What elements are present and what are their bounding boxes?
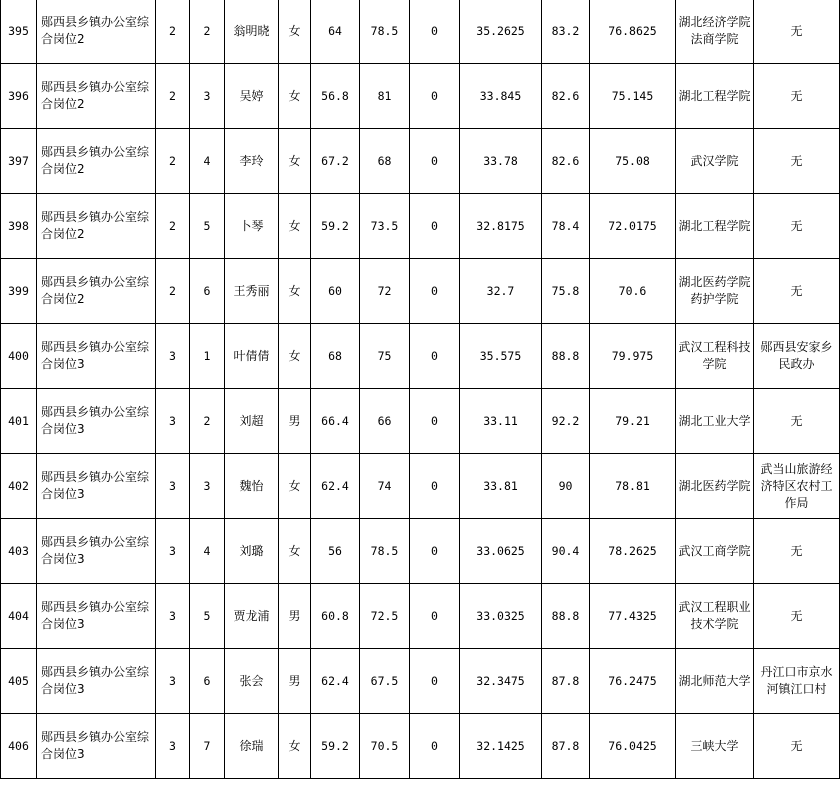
written-score-cell: 56 bbox=[311, 519, 360, 584]
second-score-cell: 87.8 bbox=[542, 714, 590, 779]
gender-cell: 女 bbox=[279, 454, 311, 519]
total-score-cell: 70.6 bbox=[590, 259, 676, 324]
table-row bbox=[1, 714, 840, 779]
weighted-score-cell: 32.8175 bbox=[460, 194, 542, 259]
table-row bbox=[1, 129, 840, 194]
rank-cell: 2 bbox=[190, 389, 225, 454]
second-score-cell: 82.6 bbox=[542, 129, 590, 194]
school-cell: 武汉工程职业技术学院 bbox=[676, 584, 754, 649]
gender-cell: 男 bbox=[279, 649, 311, 714]
employer-cell: 无 bbox=[754, 129, 840, 194]
gender-cell: 女 bbox=[279, 64, 311, 129]
total-score-cell: 75.08 bbox=[590, 129, 676, 194]
school-cell: 湖北医药学院 bbox=[676, 454, 754, 519]
table-row bbox=[1, 194, 840, 259]
school-cell: 三峡大学 bbox=[676, 714, 754, 779]
gender-cell: 女 bbox=[279, 714, 311, 779]
second-score-cell: 83.2 bbox=[542, 0, 590, 64]
rank-cell: 3 bbox=[190, 64, 225, 129]
second-score-cell: 82.6 bbox=[542, 64, 590, 129]
position-group-cell: 3 bbox=[156, 324, 190, 389]
employer-cell: 无 bbox=[754, 194, 840, 259]
bonus-score-cell: 0 bbox=[410, 0, 460, 64]
total-score-cell: 77.4325 bbox=[590, 584, 676, 649]
gender-cell: 女 bbox=[279, 0, 311, 64]
bonus-score-cell: 0 bbox=[410, 519, 460, 584]
total-score-cell: 78.81 bbox=[590, 454, 676, 519]
second-score-cell: 78.4 bbox=[542, 194, 590, 259]
position-group-cell: 3 bbox=[156, 584, 190, 649]
position-group-cell: 3 bbox=[156, 519, 190, 584]
position-group-cell: 3 bbox=[156, 454, 190, 519]
second-score-cell: 88.8 bbox=[542, 584, 590, 649]
written-score-cell: 66.4 bbox=[311, 389, 360, 454]
second-score-cell: 90 bbox=[542, 454, 590, 519]
weighted-score-cell: 33.78 bbox=[460, 129, 542, 194]
position-name-cell: 郧西县乡镇办公室综合岗位2 bbox=[37, 64, 156, 129]
interview-score-cell: 74 bbox=[360, 454, 410, 519]
bonus-score-cell: 0 bbox=[410, 584, 460, 649]
weighted-score-cell: 33.0625 bbox=[460, 519, 542, 584]
school-cell: 湖北工程学院 bbox=[676, 194, 754, 259]
position-name-cell: 郧西县乡镇办公室综合岗位2 bbox=[37, 129, 156, 194]
row-number-cell: 397 bbox=[1, 129, 37, 194]
rank-cell: 5 bbox=[190, 194, 225, 259]
interview-score-cell: 73.5 bbox=[360, 194, 410, 259]
row-number-cell: 395 bbox=[1, 0, 37, 64]
position-group-cell: 2 bbox=[156, 259, 190, 324]
bonus-score-cell: 0 bbox=[410, 64, 460, 129]
position-group-cell: 3 bbox=[156, 649, 190, 714]
position-group-cell: 2 bbox=[156, 64, 190, 129]
interview-score-cell: 75 bbox=[360, 324, 410, 389]
position-group-cell: 3 bbox=[156, 389, 190, 454]
rank-cell: 4 bbox=[190, 519, 225, 584]
employer-cell: 武当山旅游经济特区农村工作局 bbox=[754, 454, 840, 519]
position-group-cell: 2 bbox=[156, 194, 190, 259]
interview-score-cell: 66 bbox=[360, 389, 410, 454]
weighted-score-cell: 32.1425 bbox=[460, 714, 542, 779]
position-name-cell: 郧西县乡镇办公室综合岗位3 bbox=[37, 324, 156, 389]
employer-cell: 无 bbox=[754, 0, 840, 64]
total-score-cell: 76.8625 bbox=[590, 0, 676, 64]
row-number-cell: 402 bbox=[1, 454, 37, 519]
table-row bbox=[1, 0, 840, 64]
employer-cell: 无 bbox=[754, 389, 840, 454]
interview-score-cell: 78.5 bbox=[360, 0, 410, 64]
table-row bbox=[1, 519, 840, 584]
table-row bbox=[1, 389, 840, 454]
bonus-score-cell: 0 bbox=[410, 129, 460, 194]
total-score-cell: 75.145 bbox=[590, 64, 676, 129]
rank-cell: 1 bbox=[190, 324, 225, 389]
row-number-cell: 404 bbox=[1, 584, 37, 649]
second-score-cell: 90.4 bbox=[542, 519, 590, 584]
position-group-cell: 2 bbox=[156, 0, 190, 64]
position-name-cell: 郧西县乡镇办公室综合岗位3 bbox=[37, 584, 156, 649]
second-score-cell: 87.8 bbox=[542, 649, 590, 714]
interview-score-cell: 81 bbox=[360, 64, 410, 129]
employer-cell: 无 bbox=[754, 259, 840, 324]
position-name-cell: 郧西县乡镇办公室综合岗位3 bbox=[37, 714, 156, 779]
table-row bbox=[1, 64, 840, 129]
interview-score-cell: 67.5 bbox=[360, 649, 410, 714]
row-number-cell: 398 bbox=[1, 194, 37, 259]
bonus-score-cell: 0 bbox=[410, 389, 460, 454]
gender-cell: 男 bbox=[279, 584, 311, 649]
second-score-cell: 75.8 bbox=[542, 259, 590, 324]
table-row bbox=[1, 324, 840, 389]
row-number-cell: 400 bbox=[1, 324, 37, 389]
written-score-cell: 60 bbox=[311, 259, 360, 324]
position-name-cell: 郧西县乡镇办公室综合岗位3 bbox=[37, 454, 156, 519]
rank-cell: 4 bbox=[190, 129, 225, 194]
position-name-cell: 郧西县乡镇办公室综合岗位2 bbox=[37, 0, 156, 64]
weighted-score-cell: 32.3475 bbox=[460, 649, 542, 714]
employer-cell: 无 bbox=[754, 519, 840, 584]
position-name-cell: 郧西县乡镇办公室综合岗位2 bbox=[37, 259, 156, 324]
row-number-cell: 405 bbox=[1, 649, 37, 714]
school-cell: 湖北医药学院药护学院 bbox=[676, 259, 754, 324]
weighted-score-cell: 33.0325 bbox=[460, 584, 542, 649]
written-score-cell: 59.2 bbox=[311, 194, 360, 259]
written-score-cell: 64 bbox=[311, 0, 360, 64]
table-row bbox=[1, 454, 840, 519]
school-cell: 湖北工业大学 bbox=[676, 389, 754, 454]
employer-cell: 丹江口市京水河镇江口村 bbox=[754, 649, 840, 714]
rank-cell: 6 bbox=[190, 259, 225, 324]
weighted-score-cell: 33.81 bbox=[460, 454, 542, 519]
employer-cell: 无 bbox=[754, 584, 840, 649]
candidate-name-cell: 王秀丽 bbox=[225, 259, 279, 324]
interview-score-cell: 68 bbox=[360, 129, 410, 194]
position-name-cell: 郧西县乡镇办公室综合岗位3 bbox=[37, 389, 156, 454]
total-score-cell: 76.0425 bbox=[590, 714, 676, 779]
school-cell: 湖北工程学院 bbox=[676, 64, 754, 129]
position-name-cell: 郧西县乡镇办公室综合岗位3 bbox=[37, 519, 156, 584]
row-number-cell: 396 bbox=[1, 64, 37, 129]
row-number-cell: 403 bbox=[1, 519, 37, 584]
bonus-score-cell: 0 bbox=[410, 259, 460, 324]
second-score-cell: 92.2 bbox=[542, 389, 590, 454]
employer-cell: 无 bbox=[754, 714, 840, 779]
row-number-cell: 406 bbox=[1, 714, 37, 779]
candidate-name-cell: 张会 bbox=[225, 649, 279, 714]
total-score-cell: 78.2625 bbox=[590, 519, 676, 584]
bonus-score-cell: 0 bbox=[410, 194, 460, 259]
interview-score-cell: 72.5 bbox=[360, 584, 410, 649]
bonus-score-cell: 0 bbox=[410, 324, 460, 389]
rank-cell: 3 bbox=[190, 454, 225, 519]
bonus-score-cell: 0 bbox=[410, 714, 460, 779]
weighted-score-cell: 33.11 bbox=[460, 389, 542, 454]
total-score-cell: 79.21 bbox=[590, 389, 676, 454]
second-score-cell: 88.8 bbox=[542, 324, 590, 389]
candidate-name-cell: 魏怡 bbox=[225, 454, 279, 519]
candidate-name-cell: 刘璐 bbox=[225, 519, 279, 584]
row-number-cell: 401 bbox=[1, 389, 37, 454]
bonus-score-cell: 0 bbox=[410, 649, 460, 714]
position-name-cell: 郧西县乡镇办公室综合岗位2 bbox=[37, 194, 156, 259]
interview-score-cell: 70.5 bbox=[360, 714, 410, 779]
position-group-cell: 2 bbox=[156, 129, 190, 194]
interview-score-cell: 78.5 bbox=[360, 519, 410, 584]
candidate-name-cell: 贾龙浦 bbox=[225, 584, 279, 649]
gender-cell: 女 bbox=[279, 259, 311, 324]
position-group-cell: 3 bbox=[156, 714, 190, 779]
candidate-name-cell: 翁明晓 bbox=[225, 0, 279, 64]
candidate-name-cell: 李玲 bbox=[225, 129, 279, 194]
table-row bbox=[1, 649, 840, 714]
table-body bbox=[1, 0, 840, 779]
written-score-cell: 62.4 bbox=[311, 649, 360, 714]
gender-cell: 男 bbox=[279, 389, 311, 454]
written-score-cell: 56.8 bbox=[311, 64, 360, 129]
candidate-name-cell: 刘超 bbox=[225, 389, 279, 454]
written-score-cell: 60.8 bbox=[311, 584, 360, 649]
employer-cell: 无 bbox=[754, 64, 840, 129]
weighted-score-cell: 33.845 bbox=[460, 64, 542, 129]
written-score-cell: 59.2 bbox=[311, 714, 360, 779]
bonus-score-cell: 0 bbox=[410, 454, 460, 519]
written-score-cell: 68 bbox=[311, 324, 360, 389]
gender-cell: 女 bbox=[279, 519, 311, 584]
school-cell: 武汉工程科技学院 bbox=[676, 324, 754, 389]
gender-cell: 女 bbox=[279, 129, 311, 194]
written-score-cell: 67.2 bbox=[311, 129, 360, 194]
school-cell: 湖北师范大学 bbox=[676, 649, 754, 714]
total-score-cell: 79.975 bbox=[590, 324, 676, 389]
school-cell: 武汉学院 bbox=[676, 129, 754, 194]
total-score-cell: 72.0175 bbox=[590, 194, 676, 259]
rank-cell: 5 bbox=[190, 584, 225, 649]
gender-cell: 女 bbox=[279, 324, 311, 389]
weighted-score-cell: 35.2625 bbox=[460, 0, 542, 64]
candidate-name-cell: 徐瑞 bbox=[225, 714, 279, 779]
written-score-cell: 62.4 bbox=[311, 454, 360, 519]
total-score-cell: 76.2475 bbox=[590, 649, 676, 714]
table-row bbox=[1, 584, 840, 649]
interview-score-cell: 72 bbox=[360, 259, 410, 324]
employer-cell: 郧西县安家乡民政办 bbox=[754, 324, 840, 389]
school-cell: 湖北经济学院法商学院 bbox=[676, 0, 754, 64]
candidate-name-cell: 吴婷 bbox=[225, 64, 279, 129]
row-number-cell: 399 bbox=[1, 259, 37, 324]
weighted-score-cell: 35.575 bbox=[460, 324, 542, 389]
table-row bbox=[1, 259, 840, 324]
school-cell: 武汉工商学院 bbox=[676, 519, 754, 584]
rank-cell: 7 bbox=[190, 714, 225, 779]
position-name-cell: 郧西县乡镇办公室综合岗位3 bbox=[37, 649, 156, 714]
weighted-score-cell: 32.7 bbox=[460, 259, 542, 324]
rank-cell: 6 bbox=[190, 649, 225, 714]
gender-cell: 女 bbox=[279, 194, 311, 259]
rank-cell: 2 bbox=[190, 0, 225, 64]
candidate-name-cell: 叶倩倩 bbox=[225, 324, 279, 389]
candidate-name-cell: 卜琴 bbox=[225, 194, 279, 259]
